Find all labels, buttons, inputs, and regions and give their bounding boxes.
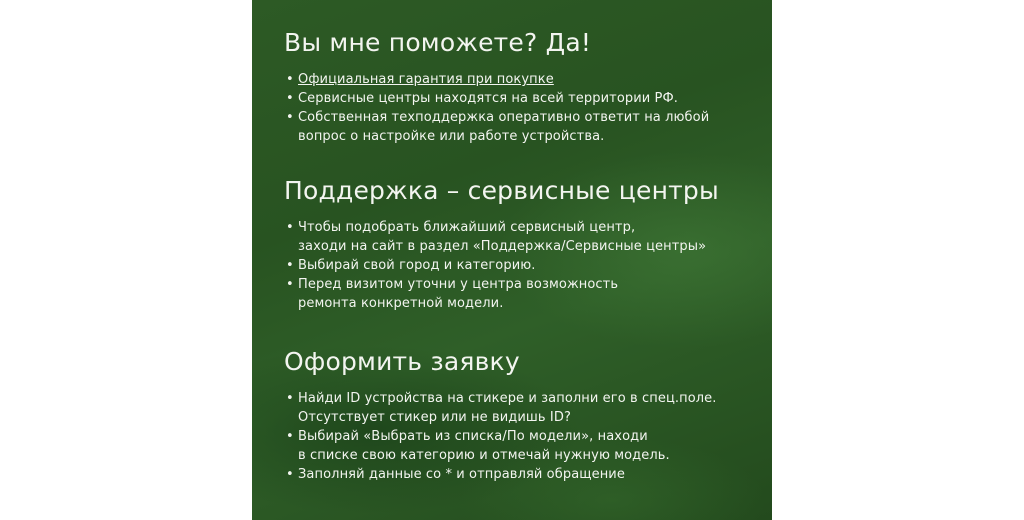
list-item [284,108,754,146]
info-panel [252,0,772,520]
bullet-icon: • [286,91,294,106]
list-item-text: Заполняй данные со * и отправляй обращение [298,467,625,482]
list-item-text: Сервисные центры находятся на всей территории РФ. [298,91,679,106]
list-item-text: Чтобы подобрать ближайший сервисный центр, [298,220,636,235]
list-item-text: Найди ID устройства на стикере и заполни его в спец.поле. [298,391,717,406]
list-item [284,89,754,108]
list-item-text: заходи на сайт в раздел «Поддержка/Сервисные центры» [298,239,707,254]
list-item-text: Отсутствует стикер или не видишь ID? [298,410,571,425]
list-item[interactable] [284,70,754,89]
bullet-icon: • [286,467,294,482]
section-heading: Оформить заявку [284,347,520,376]
list-item [284,218,754,256]
bullet-icon: • [286,429,294,444]
list-item [284,465,754,484]
list-item [284,389,754,427]
warranty-section [284,26,754,146]
list-item-text: ремонта конкретной модели. [298,296,504,311]
list-item-text: Собственная техподдержка оперативно ответит на любой [298,110,710,125]
section-heading: Вы мне поможете? Да! [284,28,592,57]
section-heading: Поддержка – сервисные центры [284,176,719,205]
bullet-icon: • [286,110,294,125]
warranty-link[interactable]: Официальная гарантия при покупке [298,72,554,87]
list-item [284,275,754,313]
bullet-icon: • [286,72,294,87]
list-item-text: Перед визитом уточни у центра возможность [298,277,619,292]
bullet-icon: • [286,277,294,292]
list-item-text: Выбирай «Выбрать из списка/По модели», находи [298,429,648,444]
bullet-list [284,389,754,484]
list-item-text: Выбирай свой город и категорию. [298,258,536,273]
bullet-icon: • [286,220,294,235]
list-item-text: вопрос о настройке или работе устройства. [298,129,605,144]
list-item-text: в списке свою категорию и отмечай нужную модель. [298,448,670,463]
list-item [284,427,754,465]
bullet-list [284,218,754,313]
bullet-icon: • [286,258,294,273]
service-centers-section [284,174,754,313]
list-item [284,256,754,275]
bullet-list [284,70,754,146]
bullet-icon: • [286,391,294,406]
request-section [284,345,754,484]
